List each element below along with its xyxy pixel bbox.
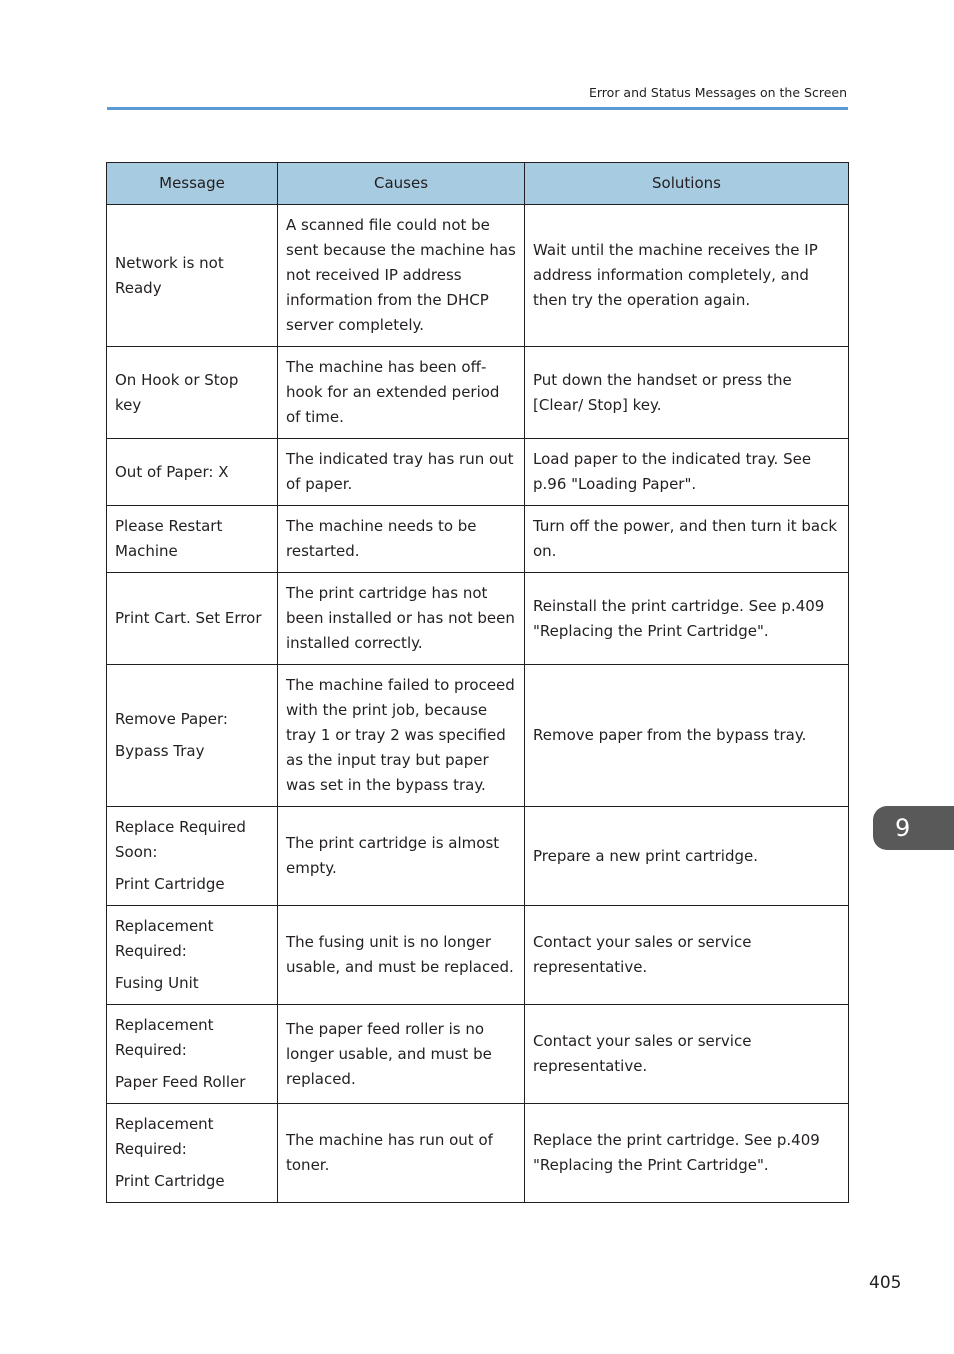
error-message-table	[106, 162, 849, 1203]
message-text: Network is not Ready	[115, 253, 224, 297]
cause-cell: A scanned file could not be sent because the machine has not received IP address information from the DHCP server completely.	[278, 205, 525, 347]
cause-cell: The fusing unit is no longer usable, and must be replaced.	[278, 906, 525, 1005]
solution-cell: Reinstall the print cartridge. See p.409 "Replacing the Print Cartridge".	[525, 573, 849, 665]
message-cell	[107, 205, 278, 347]
message-subtext: Paper Feed Roller	[115, 1073, 246, 1091]
message-text: Please Restart Machine	[115, 517, 223, 560]
message-subtext: Bypass Tray	[115, 742, 205, 760]
table-row	[107, 347, 849, 439]
solution-cell: Replace the print cartridge. See p.409 "Replacing the Print Cartridge".	[525, 1104, 849, 1203]
message-cell	[107, 807, 278, 906]
message-text: Remove Paper:	[115, 710, 228, 728]
cause-cell: The print cartridge has not been installed or has not been installed correctly.	[278, 573, 525, 665]
message-cell	[107, 506, 278, 573]
message-text: Out of Paper: X	[115, 462, 229, 481]
cause-cell: The machine has been off-hook for an extended period of time.	[278, 347, 525, 439]
cause-cell: The machine has run out of toner.	[278, 1104, 525, 1203]
cause-cell: The print cartridge is almost empty.	[278, 807, 525, 906]
table-header-row	[107, 163, 849, 205]
table-row	[107, 665, 849, 807]
message-text: Replace Required Soon:	[115, 818, 246, 861]
solution-cell: Wait until the machine receives the IP address information completely, and then try the operation again.	[525, 205, 849, 347]
running-header-title: Error and Status Messages on the Screen	[588, 85, 847, 100]
table-row	[107, 205, 849, 347]
column-header-message: Message	[107, 163, 278, 205]
table-row	[107, 439, 849, 506]
message-cell	[107, 439, 278, 506]
message-cell	[107, 1104, 278, 1203]
message-cell	[107, 347, 278, 439]
message-text: Print Cart. Set Error	[115, 609, 262, 627]
table-row	[107, 1104, 849, 1203]
cause-cell: The paper feed roller is no longer usable, and must be replaced.	[278, 1005, 525, 1104]
message-text: Replacement Required:	[115, 1016, 214, 1059]
column-header-solutions: Solutions	[525, 163, 849, 205]
solution-cell: Contact your sales or service representative.	[525, 906, 849, 1005]
message-cell	[107, 1005, 278, 1104]
solution-cell: Put down the handset or press the [Clear/ Stop] key.	[525, 347, 849, 439]
message-cell	[107, 906, 278, 1005]
message-text: On Hook or Stop key	[115, 370, 239, 414]
cause-cell: The indicated tray has run out of paper.	[278, 439, 525, 506]
table-row	[107, 1005, 849, 1104]
table-row	[107, 807, 849, 906]
solution-cell: Contact your sales or service representative.	[525, 1005, 849, 1104]
chapter-tab: 9	[873, 806, 954, 850]
cause-cell: The machine needs to be restarted.	[278, 506, 525, 573]
solution-cell: Load paper to the indicated tray. See p.96 "Loading Paper".	[525, 439, 849, 506]
solution-cell: Turn off the power, and then turn it back on.	[525, 506, 849, 573]
solution-cell: Prepare a new print cartridge.	[525, 807, 849, 906]
header-divider	[107, 107, 848, 110]
cause-cell: The machine failed to proceed with the print job, because tray 1 or tray 2 was specified as the input tray but paper was set in the bypass tray.	[278, 665, 525, 807]
column-header-causes: Causes	[278, 163, 525, 205]
message-cell	[107, 665, 278, 807]
table-row	[107, 906, 849, 1005]
table-row	[107, 506, 849, 573]
message-text: Replacement Required:	[115, 1115, 214, 1158]
message-subtext: Print Cartridge	[115, 875, 225, 893]
message-text: Replacement Required:	[115, 917, 214, 960]
page-number: 405	[869, 1273, 902, 1293]
message-subtext: Print Cartridge	[115, 1172, 225, 1190]
table-row	[107, 573, 849, 665]
message-subtext: Fusing Unit	[115, 974, 199, 992]
solution-cell: Remove paper from the bypass tray.	[525, 665, 849, 807]
message-cell	[107, 573, 278, 665]
